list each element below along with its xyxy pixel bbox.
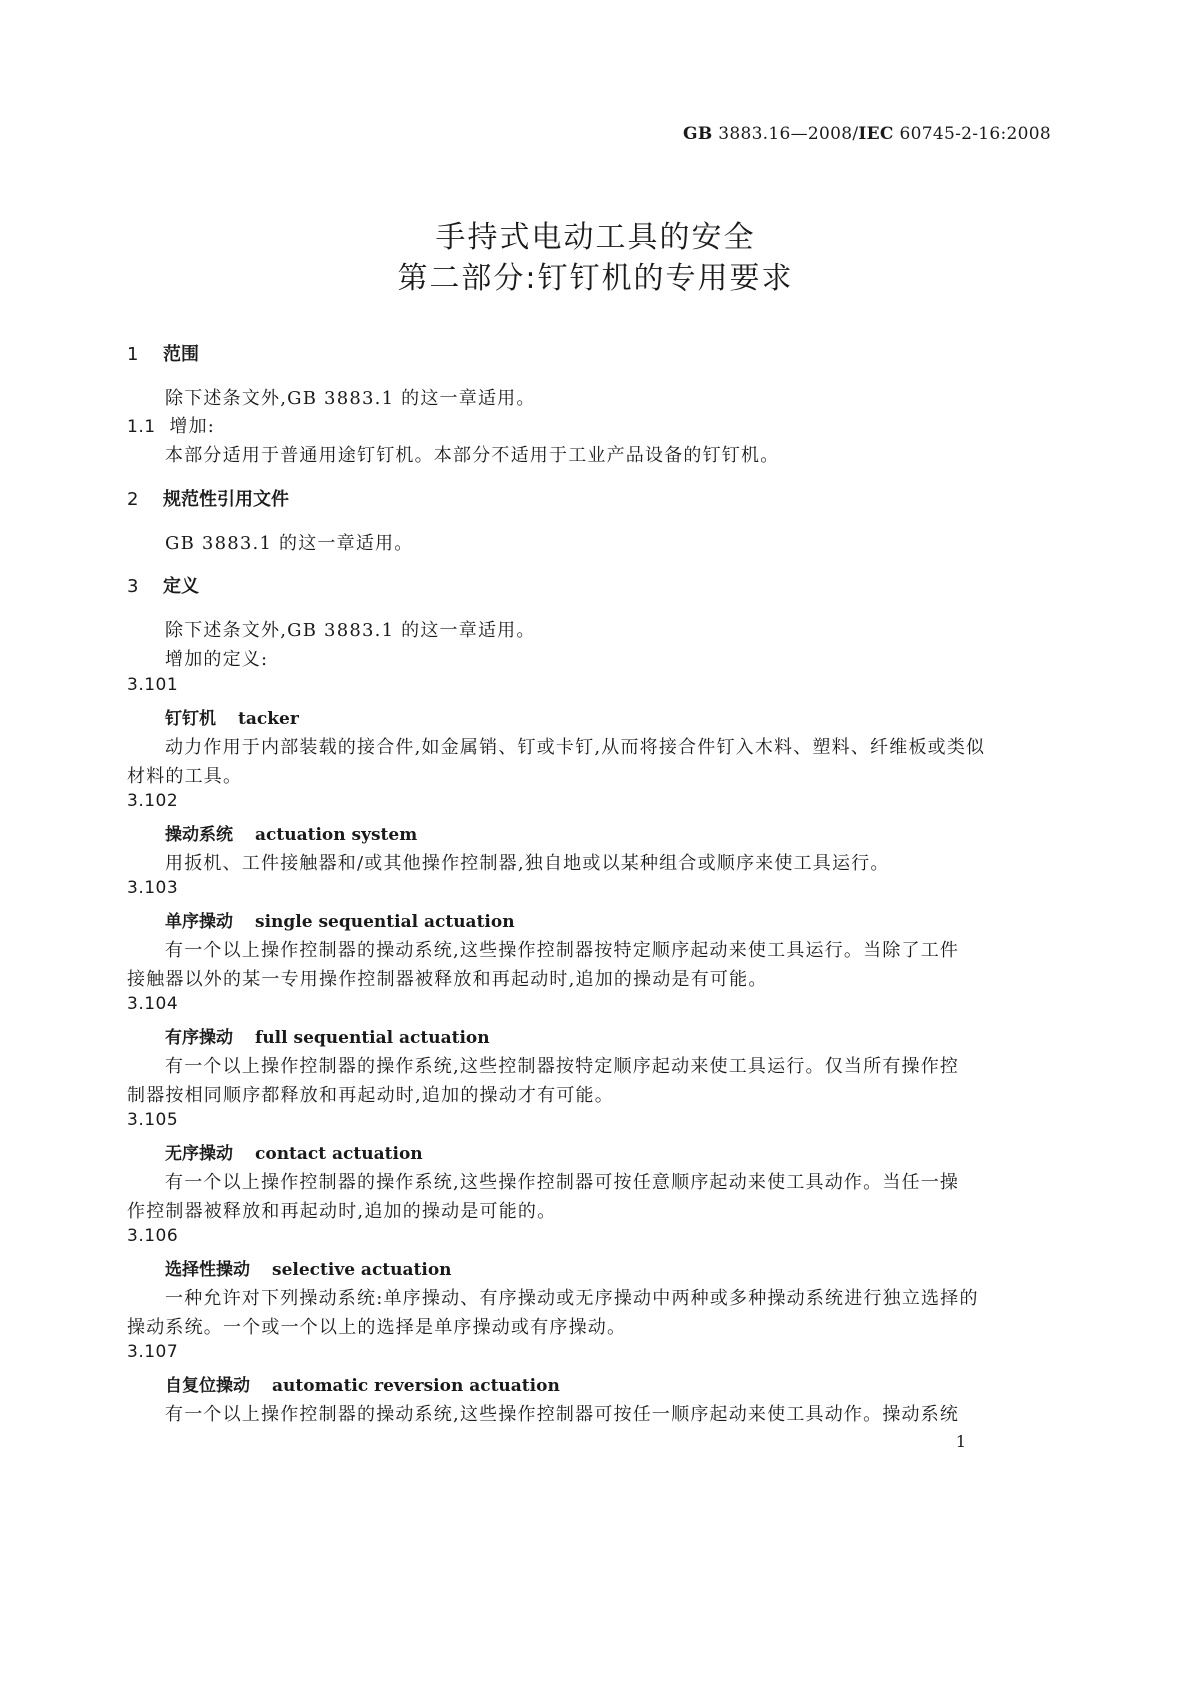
definition-number: 3.106 <box>127 1226 179 1246</box>
definition-number: 3.105 <box>127 1110 179 1130</box>
section-2-para-1: GB 3883.1 的这一章适用。 <box>165 533 414 554</box>
section-number: 3 <box>127 576 139 597</box>
definition-text-line-2: 操动系统。一个或一个以上的选择是单序操动或有序操动。 <box>127 1317 627 1338</box>
definition-text-line-1: 有一个以上操作控制器的操动系统,这些操作控制器按特定顺序起动来使工具运行。当除了工件 <box>165 940 960 961</box>
title-line-2: 第二部分:钉钉机的专用要求 <box>397 261 794 296</box>
term-en: contact actuation <box>255 1144 423 1164</box>
section-1-para-2: 本部分适用于普通用途钉钉机。本部分不适用于工业产品设备的钉钉机。 <box>165 445 780 466</box>
term-zh: 无序操动 <box>165 1144 233 1164</box>
standard-number: 3883.16—2008/ <box>718 124 859 144</box>
section-1-heading <box>127 340 199 366</box>
section-number: 1 <box>127 344 139 365</box>
iec-prefix: IEC <box>858 124 894 144</box>
definition-term <box>165 1255 452 1280</box>
term-zh: 操动系统 <box>165 825 233 845</box>
definition-text-line-1: 动力作用于内部装载的接合件,如金属销、钉或卡钉,从而将接合件钉入木料、塑料、纤维板或类似 <box>165 737 986 758</box>
standard-prefix: GB <box>683 124 713 144</box>
term-en: automatic reversion actuation <box>272 1376 560 1396</box>
term-zh: 有序操动 <box>165 1028 233 1048</box>
definition-term <box>165 1139 423 1164</box>
definition-text-line-2: 材料的工具。 <box>127 766 243 787</box>
subclause-label: 增加: <box>169 416 216 437</box>
term-en: tacker <box>238 709 299 729</box>
definition-number: 3.103 <box>127 878 179 898</box>
definition-number: 3.102 <box>127 791 179 811</box>
iec-number: 60745-2-16:2008 <box>899 124 1051 144</box>
page-number: 1 <box>955 1432 966 1451</box>
section-2-heading <box>127 485 289 511</box>
term-zh: 钉钉机 <box>165 709 216 729</box>
section-title: 规范性引用文件 <box>163 489 289 510</box>
section-1-para-1: 除下述条文外,GB 3883.1 的这一章适用。 <box>165 388 536 409</box>
definition-text-line-2: 制器按相同顺序都释放和再起动时,追加的操动才有可能。 <box>127 1085 614 1106</box>
definition-text-line-2: 作控制器被释放和再起动时,追加的操动是可能的。 <box>127 1201 557 1222</box>
section-title: 范围 <box>163 344 199 365</box>
definition-number: 3.107 <box>127 1342 179 1362</box>
term-en: single sequential actuation <box>255 912 515 932</box>
subclause-1-1 <box>127 412 215 438</box>
definition-term <box>165 907 515 932</box>
standard-code <box>683 124 1051 144</box>
section-3-para-2: 增加的定义: <box>165 649 269 670</box>
term-en: selective actuation <box>272 1260 452 1280</box>
definition-number: 3.101 <box>127 675 179 695</box>
definition-number: 3.104 <box>127 994 179 1014</box>
term-zh: 自复位操动 <box>165 1376 250 1396</box>
subclause-number: 1.1 <box>127 417 156 437</box>
section-title: 定义 <box>163 576 199 597</box>
definition-text-line-1: 有一个以上操作控制器的操作系统,这些控制器按特定顺序起动来使工具运行。仅当所有操作控 <box>165 1056 960 1077</box>
definition-text-line-1: 有一个以上操作控制器的操作系统,这些操作控制器可按任意顺序起动来使工具动作。当任一操 <box>165 1172 960 1193</box>
definition-term <box>165 1371 560 1396</box>
section-3-para-1: 除下述条文外,GB 3883.1 的这一章适用。 <box>165 620 536 641</box>
term-zh: 选择性操动 <box>165 1260 250 1280</box>
term-en: actuation system <box>255 825 418 845</box>
term-zh: 单序操动 <box>165 912 233 932</box>
section-number: 2 <box>127 489 139 510</box>
definition-text-line-2: 接触器以外的某一专用操作控制器被释放和再起动时,追加的操动是有可能。 <box>127 969 768 990</box>
definition-text-line-1: 用扳机、工件接触器和/或其他操作控制器,独自地或以某种组合或顺序来使工具运行。 <box>165 853 890 874</box>
definition-term <box>165 704 299 729</box>
title-line-1: 手持式电动工具的安全 <box>435 220 756 255</box>
definition-term <box>165 1023 490 1048</box>
section-3-heading <box>127 572 199 598</box>
definition-term <box>165 820 417 845</box>
definition-text-line-1: 有一个以上操作控制器的操动系统,这些操作控制器可按任一顺序起动来使工具动作。操动系统 <box>165 1404 960 1425</box>
definition-text-line-1: 一种允许对下列操动系统:单序操动、有序操动或无序操动中两种或多种操动系统进行独立选择的 <box>165 1288 979 1309</box>
term-en: full sequential actuation <box>255 1028 490 1048</box>
